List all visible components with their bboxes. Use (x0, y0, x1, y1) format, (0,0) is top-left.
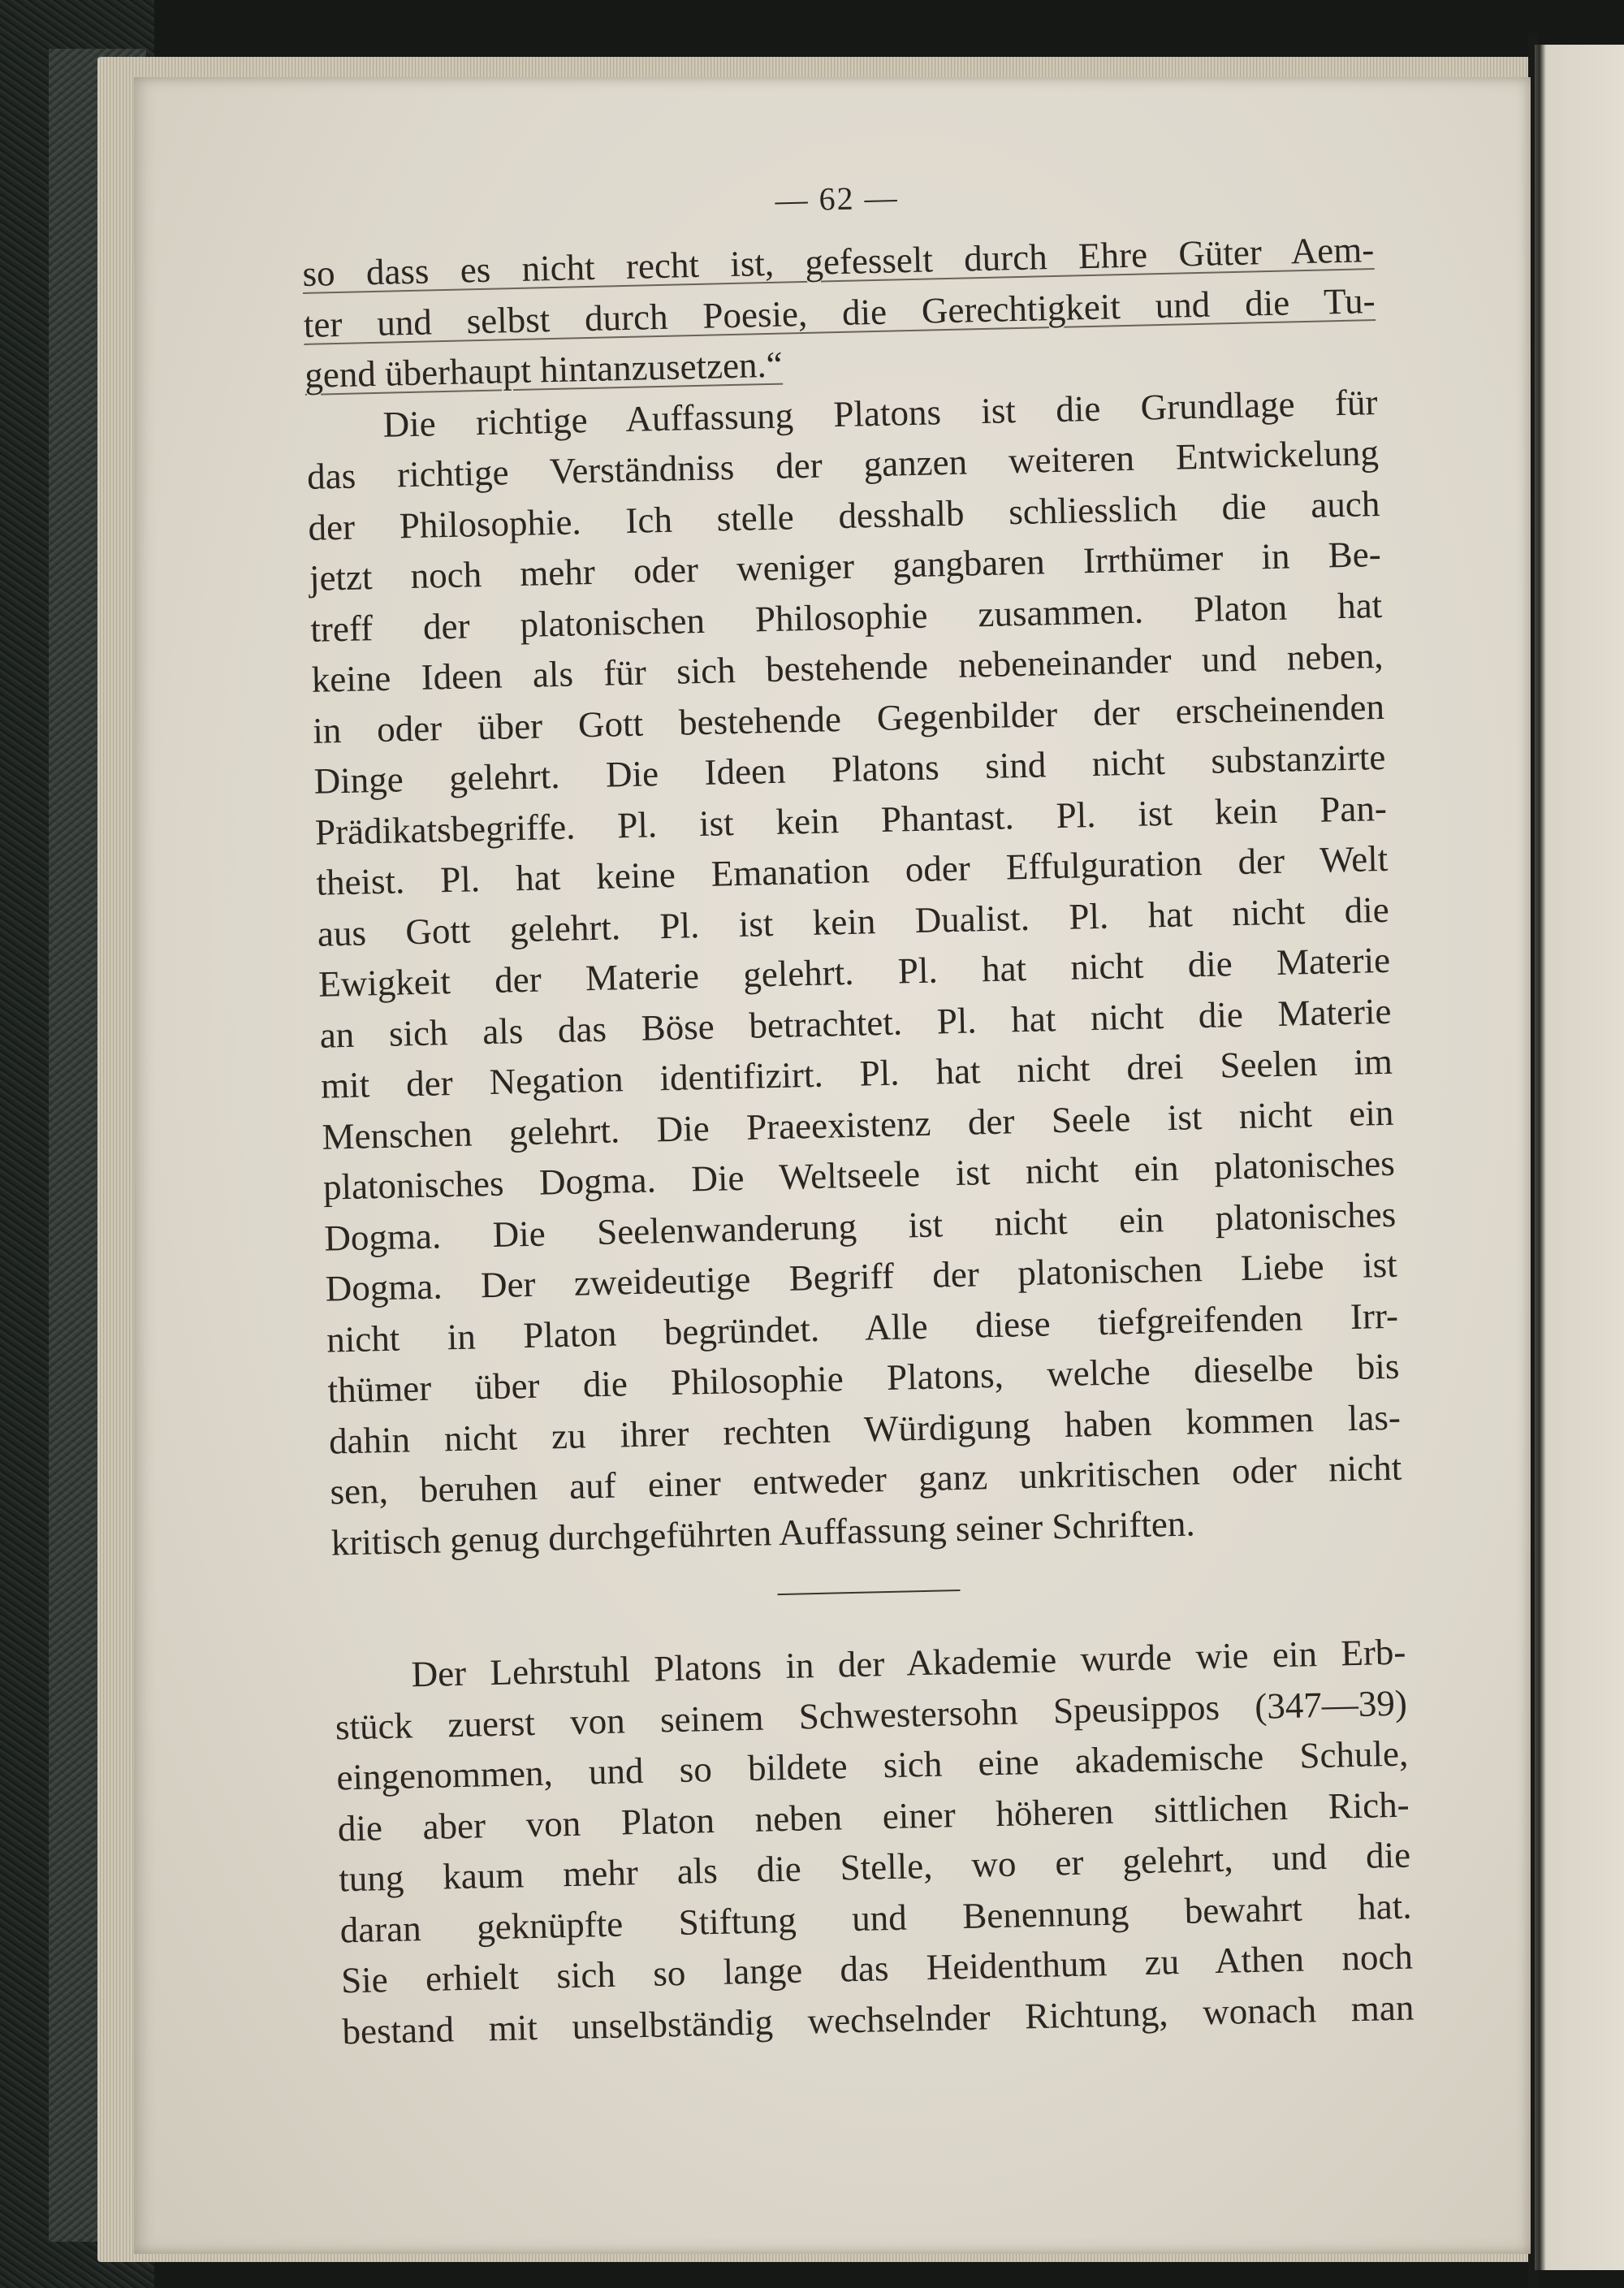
text-line: das richtige Verständniss der ganzen weiteren Entwickelung (306, 431, 1380, 497)
text-line: an sich als das Böse betrachtet. Pl. hat nicht die Materie (319, 990, 1392, 1056)
text-line: sen, beruhen auf einer entweder ganz unkritischen oder nicht (329, 1447, 1402, 1512)
text-line: dahin nicht zu ihrer rechten Würdigung haben kommen las- (328, 1396, 1402, 1462)
text-line: kritisch genug durchgeführten Auffassung seiner Schriften. (330, 1502, 1196, 1564)
text-line: platonisches Dogma. Die Weltseele ist nicht ein platonisches (322, 1142, 1396, 1208)
text-line: tung kaum mehr als die Stelle, wo er gelehrt, und die (338, 1834, 1411, 1900)
paragraph-akademie (334, 1627, 1415, 2057)
text-line: eingenommen, und so bildete sich eine akademische Schule, (335, 1732, 1409, 1798)
text-line: Der Lehrstuhl Platons in der Akademie wurde wie ein Erb- (411, 1631, 1406, 1695)
quote-line: ter und selbst durch Poesie, die Gerechtigkeit und die Tu- (303, 279, 1376, 345)
text-line: Dinge gelehrt. Die Ideen Platons sind nicht substanzirte (313, 736, 1386, 802)
quote-line: so dass es nicht recht ist, gefesselt durch Ehre Güter Aem- (301, 229, 1375, 294)
section-divider (777, 1589, 960, 1595)
text-line: Dogma. Die Seelenwanderung ist nicht ein platonisches (323, 1193, 1397, 1259)
text-line: treff der platonischen Philosophie zusammen. Platon hat (309, 584, 1383, 650)
quote-line: gend überhaupt hintanzusetzen.“ (304, 344, 784, 396)
text-line: Prädikatsbegriffe. Pl. ist kein Phantast. Pl. ist kein Pan- (314, 787, 1388, 853)
text-line: nicht in Platon begründet. Alle diese tiefgreifenden Irr- (326, 1295, 1399, 1360)
facing-page (1535, 45, 1624, 2270)
text-line: jetzt noch mehr oder weniger gangbaren Irrthümer in Be- (309, 533, 1382, 599)
text-line: daran geknüpfte Stiftung und Benennung bewahrt hat. (339, 1885, 1412, 1950)
text-line: in oder über Gott bestehende Gegenbilder der erscheinenden (312, 686, 1385, 751)
text-line: Sie erhielt sich so lange das Heidenthum zu Athen noch (340, 1936, 1414, 2001)
page-number: — 62 — (775, 179, 900, 218)
paragraph-platon-errors (305, 376, 1403, 1568)
page-text (300, 161, 1415, 2057)
text-line: mit der Negation identifizirt. Pl. hat nicht drei Seelen im (320, 1040, 1393, 1106)
text-line: bestand mit unselbständig wechselnder Richtung, wonach man (342, 1986, 1415, 2052)
quote-block (302, 224, 1377, 400)
text-line: thümer über die Philosophie Platons, welche dieselbe bis (327, 1345, 1400, 1411)
text-line: stück zuerst von seinem Schwestersohn Speusippos (347—39) (335, 1682, 1408, 1748)
text-line: aus Gott gelehrt. Pl. ist kein Dualist. Pl. hat nicht die (317, 889, 1390, 954)
text-line: Menschen gelehrt. Die Praeexistenz der Seele ist nicht ein (322, 1092, 1394, 1157)
text-line: Die richtige Auffassung Platons ist die Grundlage für (382, 381, 1378, 445)
text-line: die aber von Platon neben einer höheren sittlichen Rich- (337, 1784, 1410, 1849)
text-line: Dogma. Der zweideutige Begriff der platonischen Liebe ist (325, 1243, 1398, 1309)
text-line: theist. Pl. hat keine Emanation oder Effulguration der Welt (315, 837, 1389, 903)
text-line: der Philosophie. Ich stelle desshalb schliesslich die auch (307, 482, 1380, 548)
text-line: keine Ideen als für sich bestehende nebeneinander und neben, (311, 634, 1384, 700)
text-line: Ewigkeit der Materie gelehrt. Pl. hat nicht die Materie (317, 939, 1391, 1005)
